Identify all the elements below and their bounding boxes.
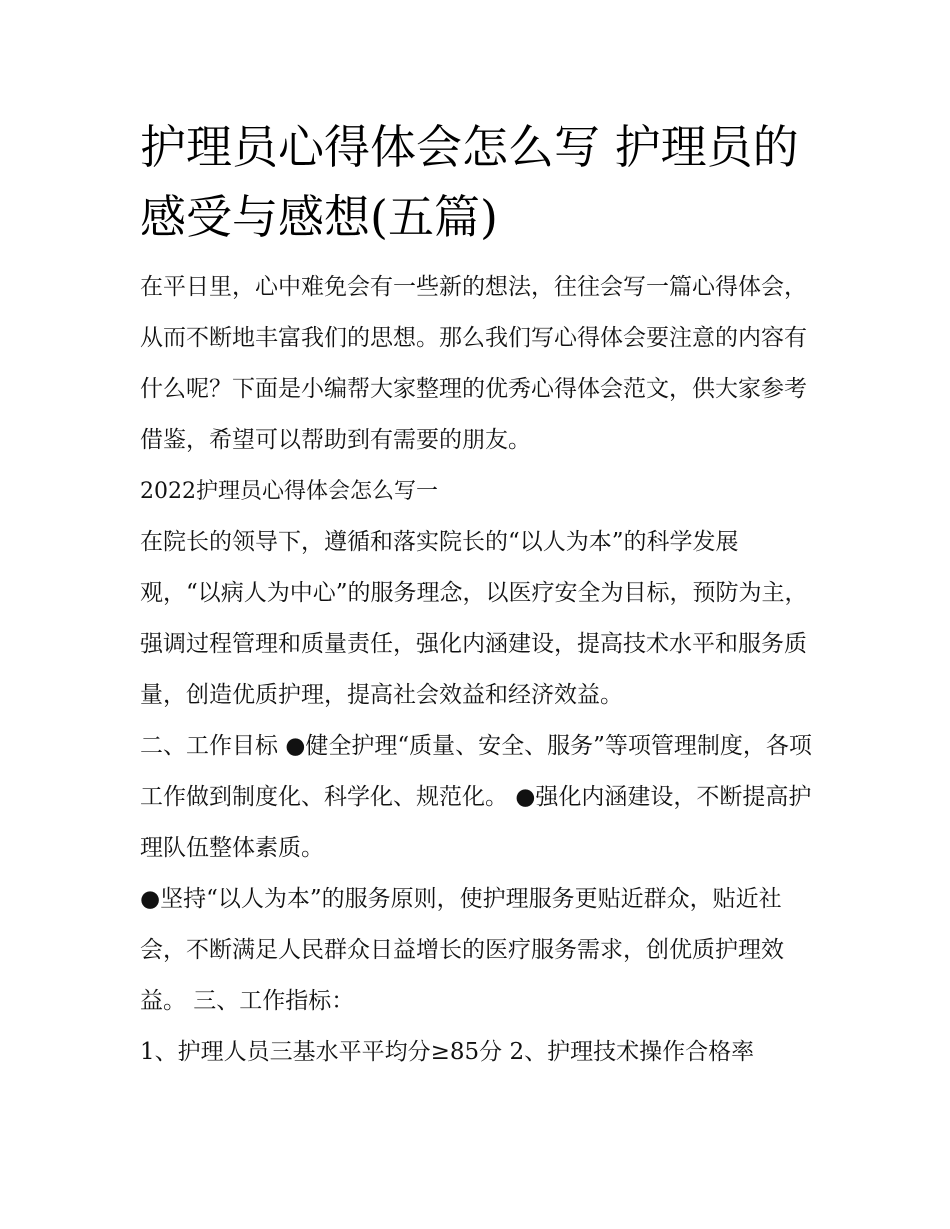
body-paragraph-3: ●坚持“以人为本”的服务原则，使护理服务更贴近群众，贴近社会，不断满足人民群众日益增长的医疗服务需求，创优质护理效益。 三、工作指标： — [140, 886, 784, 1014]
section-heading: 2022护理员心得体会怎么写一 — [140, 479, 438, 504]
body-paragraph-2: 二、工作目标 ●健全护理“质量、安全、服务”等项管理制度，各项工作做到制度化、科学化、规范化。 ●强化内涵建设，不断提高护理队伍整体素质。 — [140, 733, 812, 861]
document-title: 护理员心得体会怎么写 护理员的感受与感想(五篇) — [140, 120, 799, 244]
body-paragraph-1: 在院长的领导下，遵循和落实院长的“以人为本”的科学发展观，“以病人为中心”的服务理念，以医疗安全为目标，预防为主，强调过程管理和质量责任，强化内涵建设，提高技术水平和服务质量，创造优质护理，提高社会效益和经济效益。 — [140, 529, 808, 708]
document-body — [140, 112, 812, 1078]
intro-paragraph: 在平日里，心中难免会有一些新的想法，往往会写一篇心得体会，从而不断地丰富我们的思想。那么我们写心得体会要注意的内容有什么呢？下面是小编帮大家整理的优秀心得体会范文，供大家参考借鉴，希望可以帮助到有需要的朋友。 — [140, 274, 807, 453]
body-paragraph-4: 1、护理人员三基水平平均分≥85分 2、护理技术操作合格率 — [140, 1039, 755, 1065]
